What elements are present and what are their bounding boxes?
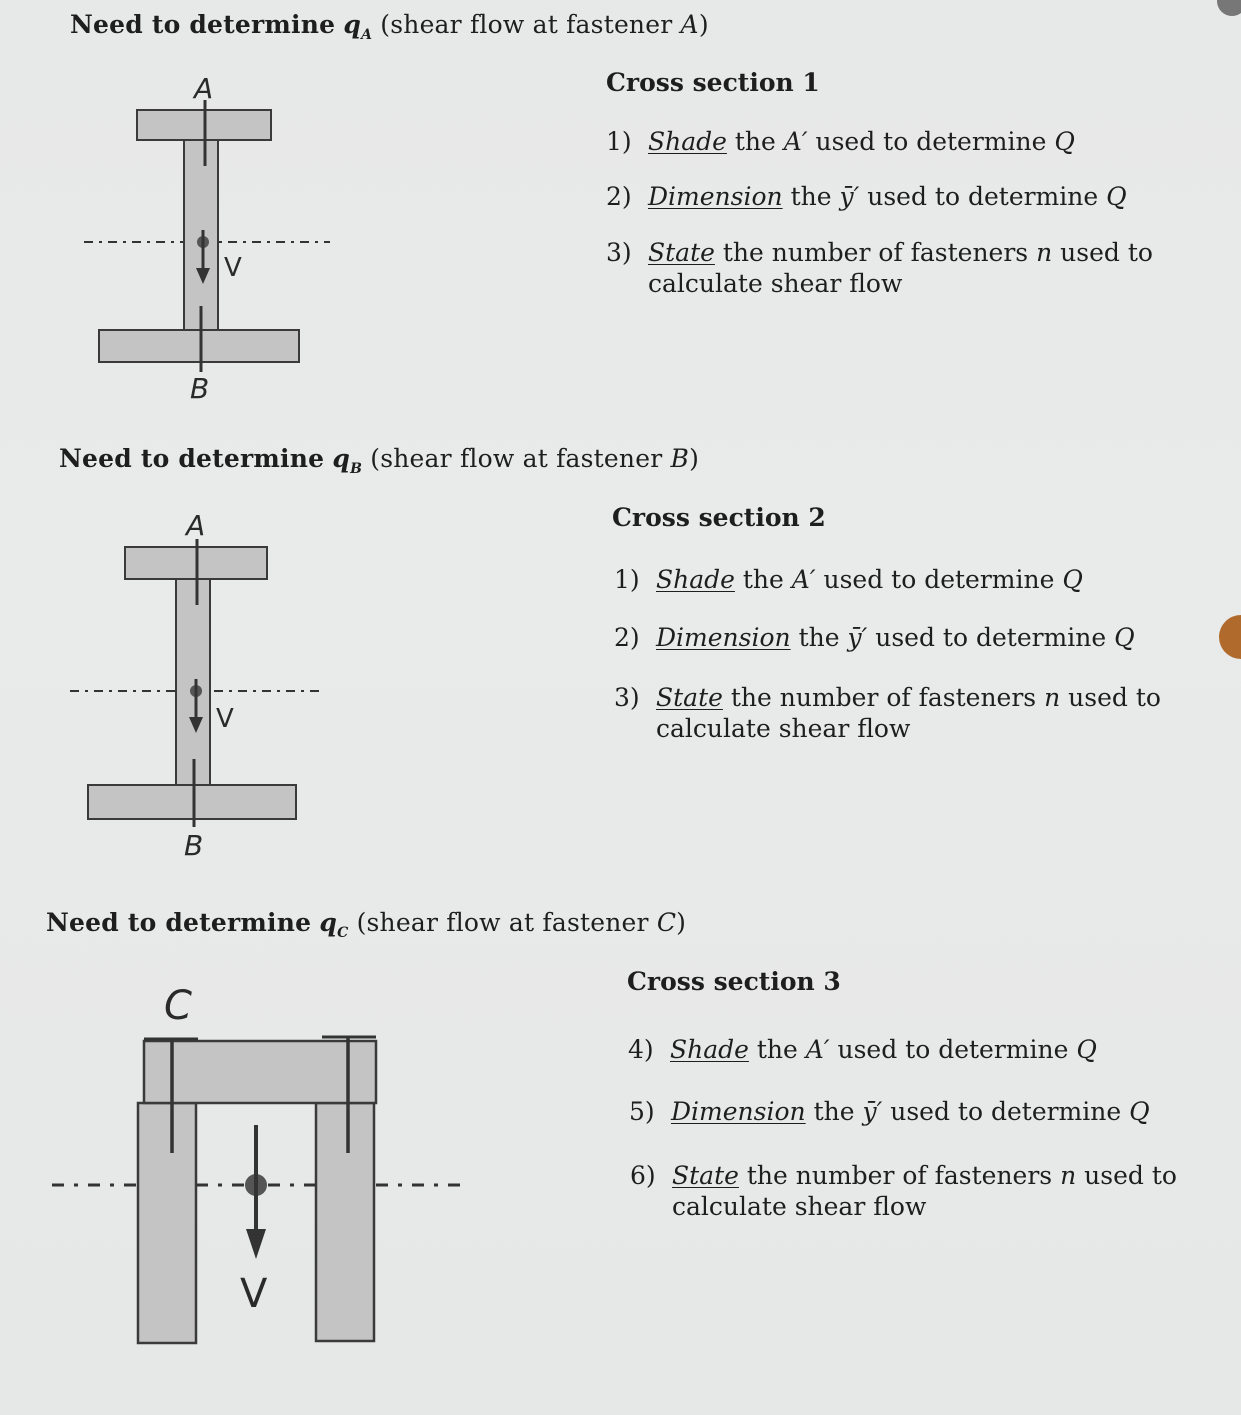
cross-section-2-title: Cross section 2 — [612, 503, 826, 532]
step-6: 6) State the number of fasteners n used to calculate shear flow — [630, 1161, 1177, 1221]
label-shear: V — [224, 253, 242, 283]
q-symbol: $q_B$ — [332, 444, 363, 477]
section-2-heading: Need to determine $q_B$ (shear flow at fastener B) — [59, 444, 700, 477]
label-shear: V — [216, 704, 234, 734]
step-2: 2) Dimension the ȳ′ used to determine Q — [614, 623, 1135, 652]
shear-arrow-head — [246, 1229, 266, 1259]
label-bottom: B — [190, 372, 210, 405]
step-3: 3) State the number of fasteners n used to calculate shear flow — [614, 683, 1161, 743]
step-3: 3) State the number of fasteners n used to calculate shear flow — [606, 238, 1153, 298]
label-top: A — [194, 72, 214, 105]
cross-section-3-title: Cross section 3 — [627, 967, 841, 996]
web — [184, 140, 218, 330]
bottom-flange — [99, 330, 299, 362]
q-symbol: $q_C$ — [319, 908, 349, 941]
section-3-heading: Need to determine $q_C$ (shear flow at fastener C) — [46, 908, 687, 941]
step-1: 1) Shade the A′ used to determine Q — [606, 127, 1075, 156]
right-leg — [316, 1103, 374, 1341]
top-plate — [144, 1041, 376, 1103]
label-shear: V — [240, 1271, 268, 1317]
section-1-heading: Need to determine $q_A$ (shear flow at fastener A) — [70, 10, 709, 43]
step-4: 4) Shade the A′ used to determine Q — [628, 1035, 1097, 1064]
cross-section-1-title: Cross section 1 — [606, 68, 820, 97]
label-top: C — [164, 983, 192, 1029]
left-leg — [138, 1103, 196, 1343]
i-beam-diagram-1 — [80, 70, 340, 410]
step-1: 1) Shade the A′ used to determine Q — [614, 565, 1083, 594]
box-beam-diagram-3 — [46, 975, 476, 1355]
step-5: 5) Dimension the ȳ′ used to determine Q — [629, 1097, 1150, 1126]
label-bottom: B — [184, 829, 204, 862]
edge-object-top — [1217, 0, 1241, 16]
web — [176, 579, 210, 785]
i-beam-diagram-2 — [66, 505, 336, 865]
step-2: 2) Dimension the ȳ′ used to determine Q — [606, 182, 1127, 211]
edge-object — [1219, 615, 1241, 659]
bottom-flange — [88, 785, 296, 819]
q-symbol: $q_A$ — [343, 10, 373, 43]
label-top: A — [186, 509, 206, 542]
